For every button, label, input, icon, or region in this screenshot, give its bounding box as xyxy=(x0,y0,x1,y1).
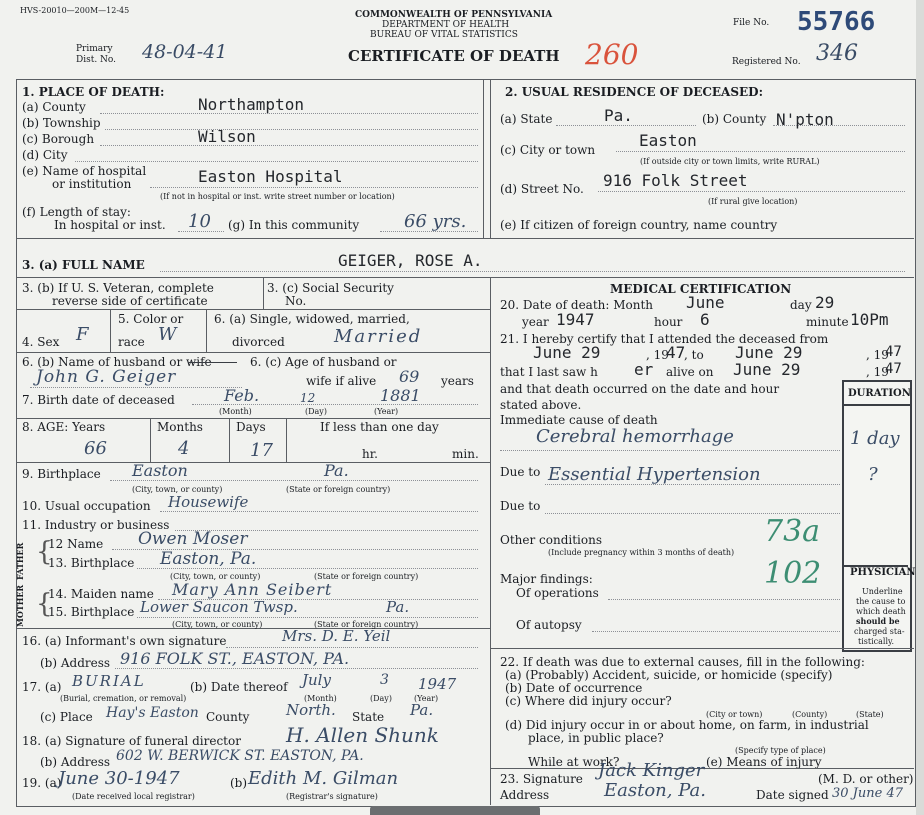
registrar-sig-note: (Registrar's signature) xyxy=(286,792,378,801)
burial-place: Hay's Easton xyxy=(106,705,199,721)
death-month: June xyxy=(686,293,725,312)
registered-no: 346 xyxy=(816,41,858,66)
occupation-value: Housewife xyxy=(168,493,249,511)
birthplace-state: Pa. xyxy=(324,461,349,480)
veteran-label-2: reverse side of certificate xyxy=(52,294,208,308)
stay-hospital-label: In hospital or inst. xyxy=(54,218,166,232)
year-note: (Year) xyxy=(374,407,399,416)
physician-note-2: the cause to xyxy=(856,597,906,606)
bureau: BUREAU OF VITAL STATISTICS xyxy=(370,30,518,40)
to-date: June 29 xyxy=(735,343,803,362)
divider xyxy=(842,404,910,406)
full-name-value: GEIGER, ROSE A. xyxy=(338,251,483,270)
min-label: min. xyxy=(452,447,479,461)
line xyxy=(75,161,478,162)
divider xyxy=(229,418,230,462)
physician-note-4: should be xyxy=(856,616,900,626)
divider xyxy=(490,80,491,238)
brace: { xyxy=(36,537,53,567)
month-note: (Month) xyxy=(219,407,252,416)
burial-type: BURIAL xyxy=(72,672,146,690)
stay-hospital-value: 10 xyxy=(188,211,211,232)
signature-title: (M. D. or other) xyxy=(818,772,914,786)
external-b: (b) Date of occurrence xyxy=(505,681,643,695)
res-street-note: (If rural give location) xyxy=(708,197,798,206)
viewer-scroll-tab[interactable] xyxy=(370,806,540,815)
days-label: Days xyxy=(236,420,266,434)
informant-address: 916 FOLK ST., EASTON, PA. xyxy=(120,649,350,668)
divider xyxy=(16,238,914,239)
less-day-label: If less than one day xyxy=(320,420,439,434)
line xyxy=(115,668,478,669)
veteran-label: 3. (b) If U. S. Veteran, complete xyxy=(22,281,214,295)
color-label: 5. Color or xyxy=(118,312,184,326)
res-city-value: Easton xyxy=(639,131,697,150)
page-title: CERTIFICATE OF DEATH xyxy=(348,47,560,65)
code-1: 73a xyxy=(764,514,821,549)
township-label: (b) Township xyxy=(22,116,101,130)
death-year: 1947 xyxy=(556,310,595,329)
hospital-note: (If not in hospital or inst. write street number or location) xyxy=(160,192,395,201)
file-label: File No. xyxy=(733,18,770,28)
immediate-duration: 1 day xyxy=(850,428,900,449)
dist-label: Dist. No. xyxy=(76,55,117,65)
mother-name: Mary Ann Seibert xyxy=(172,580,333,599)
birthplace-note-2: (State or foreign country) xyxy=(286,485,391,494)
red-number: 260 xyxy=(585,38,639,71)
line xyxy=(773,125,905,126)
to-year: 47 xyxy=(885,344,902,360)
borough-value: Wilson xyxy=(198,127,256,146)
burial-year-note: (Year) xyxy=(414,694,439,703)
line xyxy=(137,568,478,569)
signature-address: Easton, Pa. xyxy=(604,780,706,801)
line xyxy=(137,617,478,618)
informant-address-label: (b) Address xyxy=(40,656,111,670)
physician-note-6: tistically. xyxy=(858,637,895,646)
date-signed-label: Date signed xyxy=(756,788,829,802)
death-minute: 10Pm xyxy=(850,310,889,329)
burial-state-label: State xyxy=(352,710,385,724)
birthplace-label: 9. Birthplace xyxy=(22,467,101,481)
line xyxy=(598,191,905,192)
husband-label: 6. (b) Name of husband or wife xyxy=(22,355,212,369)
director-label: 18. (a) Signature of funeral director xyxy=(22,734,241,748)
birth-label: 7. Birth date of deceased xyxy=(22,393,175,407)
line xyxy=(556,125,696,126)
res-county-value: N'pton xyxy=(776,110,834,129)
physician-label: PHYSICIAN xyxy=(850,567,916,578)
divider xyxy=(483,80,484,238)
industry-label: 11. Industry or business xyxy=(22,518,170,532)
mother-birthplace-label: 15. Birthplace xyxy=(48,605,135,619)
medical-heading: MEDICAL CERTIFICATION xyxy=(610,282,792,296)
alive-year: 47 xyxy=(885,361,902,377)
day-note: (Day) xyxy=(305,407,327,416)
divider xyxy=(490,648,914,649)
age-years: 66 xyxy=(84,438,107,459)
burial-year: 1947 xyxy=(418,675,457,693)
external-state-note: (State) xyxy=(856,710,884,719)
due2-label: Due to xyxy=(500,499,541,513)
director-signature: H. Allen Shunk xyxy=(286,723,439,747)
divider xyxy=(110,309,111,352)
primary-label: Primary xyxy=(76,44,113,54)
hr-label: hr. xyxy=(362,447,378,461)
physician-note-1: Underline xyxy=(862,587,903,596)
race-value: W xyxy=(158,324,177,345)
birth-month: Feb. xyxy=(224,386,260,405)
immediate-cause: Cerebral hemorrhage xyxy=(536,426,734,447)
res-city-note: (If outside city or town limits, write RURAL) xyxy=(640,157,820,166)
divider xyxy=(206,309,207,352)
last-saw-suffix: er xyxy=(634,360,654,379)
primary-dist-no: 48-04-41 xyxy=(142,41,228,63)
hospital-value: Easton Hospital xyxy=(198,167,343,186)
mother-birthplace: Lower Saucon Twsp. xyxy=(140,598,298,616)
external-a: (a) (Probably) Accident, suicide, or homicide (specify) xyxy=(505,668,833,682)
autopsy-label: Of autopsy xyxy=(516,618,582,632)
line xyxy=(592,631,840,632)
line xyxy=(616,151,905,152)
burial-label: 17. (a) xyxy=(22,680,62,694)
line xyxy=(160,271,905,272)
death-date-label: 20. Date of death: Month xyxy=(500,298,654,312)
external-county-note: (County) xyxy=(792,710,828,719)
res-foreign-label: (e) If citizen of foreign country, name country xyxy=(500,218,778,232)
divider xyxy=(16,277,914,278)
line xyxy=(608,599,840,600)
registrar-b-label: (b) xyxy=(230,776,248,790)
mother-note-1: (City, town, or county) xyxy=(172,620,263,629)
line xyxy=(105,129,478,130)
father-birthplace: Easton, Pa. xyxy=(160,549,257,569)
birth-year: 1881 xyxy=(380,386,421,405)
marital-label: 6. (a) Single, widowed, married, xyxy=(214,312,410,326)
occupation-label: 10. Usual occupation xyxy=(22,499,151,513)
duration-label: DURATION xyxy=(848,388,911,399)
external-d2: place, in public place? xyxy=(528,731,664,745)
date-received-note: (Date received local registrar) xyxy=(72,792,195,801)
external-c: (c) Where did injury occur? xyxy=(505,694,672,708)
stmt-line-1: and that death occurred on the date and hour xyxy=(500,382,780,396)
husband-age-value: 69 xyxy=(399,367,420,386)
informant-label: 16. (a) Informant's own signature xyxy=(22,634,227,648)
cert-label: 21. I hereby certify that I attended the deceased from xyxy=(500,332,829,346)
res-city-label: (c) City or town xyxy=(500,143,596,157)
line xyxy=(150,187,478,188)
mother-side: MOTHER xyxy=(15,584,25,627)
commonwealth: COMMONWEALTH OF PENNSYLVANIA xyxy=(355,10,553,20)
father-birthplace-label: 13. Birthplace xyxy=(48,556,135,570)
institution-label: or institution xyxy=(52,177,132,191)
operations-label: Of operations xyxy=(516,586,599,600)
husband-age-label: 6. (c) Age of husband or xyxy=(250,355,397,369)
birthplace-city: Easton xyxy=(132,461,188,480)
county-label: (a) County xyxy=(22,100,86,114)
date-signed: 30 June 47 xyxy=(832,786,903,801)
immediate-label: Immediate cause of death xyxy=(500,413,658,427)
stay-community-label: (g) In this community xyxy=(228,218,360,232)
borough-label: (c) Borough xyxy=(22,132,95,146)
line xyxy=(500,450,840,451)
divider xyxy=(16,418,490,419)
line xyxy=(178,231,224,232)
ss-label-2: No. xyxy=(285,294,307,308)
line xyxy=(100,113,478,114)
line xyxy=(380,231,478,232)
department: DEPARTMENT OF HEALTH xyxy=(382,20,510,30)
burial-month-note: (Month) xyxy=(304,694,337,703)
county-value: Northampton xyxy=(198,95,304,114)
birth-day: 12 xyxy=(300,391,316,405)
form-code: HVS-20010—200M—12-45 xyxy=(20,6,130,15)
physician-note-3: which death xyxy=(856,607,906,616)
res-street-value: 916 Folk Street xyxy=(603,171,748,190)
external-work: While at work? xyxy=(528,755,620,769)
res-state-value: Pa. xyxy=(604,106,633,125)
father-note-2: (State or foreign country) xyxy=(314,572,419,581)
ss-label: 3. (c) Social Security xyxy=(267,281,394,295)
mother-birthplace-state: Pa. xyxy=(386,598,410,616)
due1-label: Due to xyxy=(500,465,541,479)
from-date: June 29 xyxy=(533,343,601,362)
divider xyxy=(490,277,491,805)
city-label: (d) City xyxy=(22,148,68,162)
due1-duration: ? xyxy=(868,464,878,485)
alive-year-prefix: , 19 xyxy=(866,365,889,379)
external-means: (e) Means of injury xyxy=(706,755,822,769)
burial-state: Pa. xyxy=(410,701,434,719)
brace: { xyxy=(36,589,53,619)
file-no: 55766 xyxy=(797,7,876,37)
months-label: Months xyxy=(157,420,203,434)
burial-date-label: (b) Date thereof xyxy=(190,680,288,694)
mother-note-2: (State or foreign country) xyxy=(314,620,419,629)
divider xyxy=(16,462,490,463)
race-label: race xyxy=(118,335,145,349)
burial-month: July xyxy=(302,671,331,689)
husband-age-label-2: wife if alive xyxy=(306,374,377,388)
signature-address-label: Address xyxy=(500,788,550,802)
external-label: 22. If death was due to external causes, fill in the following: xyxy=(500,655,865,669)
last-saw-label: that I last saw h xyxy=(500,365,598,379)
due1-cause: Essential Hypertension xyxy=(548,464,761,485)
divider xyxy=(286,418,287,462)
sex-label: 4. Sex xyxy=(22,335,60,349)
registrar-label: 19. (a) xyxy=(22,776,62,790)
line xyxy=(160,511,478,512)
marital-value: Married xyxy=(334,326,423,347)
physician-note-5: charged sta- xyxy=(854,627,905,636)
father-name: Owen Moser xyxy=(138,529,248,549)
line xyxy=(226,647,478,648)
father-name-label: 12 Name xyxy=(48,537,104,551)
res-street-label: (d) Street No. xyxy=(500,182,584,196)
strikethrough xyxy=(188,362,237,363)
stmt-line-2: stated above. xyxy=(500,398,582,412)
father-side: FATHER xyxy=(15,542,25,580)
funeral-address: 602 W. BERWICK ST. EASTON, PA. xyxy=(116,748,364,764)
stay-community-value: 66 yrs. xyxy=(404,211,467,232)
other-label: Other conditions xyxy=(500,533,603,547)
signature-label: 23. Signature xyxy=(500,772,583,786)
res-state-label: (a) State xyxy=(500,112,553,126)
registrar-signature: Edith M. Gilman xyxy=(248,768,399,789)
divider xyxy=(150,418,151,462)
registered-label: Registered No. xyxy=(732,57,801,67)
burial-day: 3 xyxy=(380,672,389,688)
from-year-prefix: , 19 xyxy=(646,348,669,362)
place-of-death-heading: 1. PLACE OF DEATH: xyxy=(22,85,165,99)
line xyxy=(545,484,840,485)
husband-age-unit: years xyxy=(441,374,474,388)
full-name-label: 3. (a) FULL NAME xyxy=(22,258,145,272)
death-day: 29 xyxy=(815,293,835,312)
external-d1: (d) Did injury occur in or about home, on farm, in industrial xyxy=(505,718,869,732)
stay-label: (f) Length of stay: xyxy=(22,205,131,219)
burial-county-label: County xyxy=(206,710,250,724)
divider xyxy=(263,277,264,309)
husband-value: John G. Geiger xyxy=(36,367,177,387)
father-note-1: (City, town, or county) xyxy=(170,572,261,581)
alive-on: June 29 xyxy=(733,360,801,379)
funeral-address-label: (b) Address xyxy=(40,755,111,769)
major-label: Major findings: xyxy=(500,572,593,586)
external-city-note: (City or town) xyxy=(706,710,763,719)
physician-signature: Jack Kinger xyxy=(598,760,705,781)
age-days: 17 xyxy=(250,440,273,461)
mother-name-label: 14. Maiden name xyxy=(48,587,154,601)
from-year: 47 xyxy=(666,343,686,362)
burial-place-label: (c) Place xyxy=(40,710,93,724)
informant-signature: Mrs. D. E. Yeil xyxy=(282,627,391,645)
death-minute-label: minute xyxy=(806,315,849,329)
age-months: 4 xyxy=(178,438,190,459)
date-received: June 30-1947 xyxy=(58,768,180,789)
to-label: , to xyxy=(684,348,704,362)
divider xyxy=(16,309,490,310)
age-label: 8. AGE: Years xyxy=(22,420,106,434)
external-specify-note: (Specify type of place) xyxy=(735,746,826,755)
death-year-label: year xyxy=(522,315,549,329)
divider xyxy=(16,352,490,353)
death-hour-label: hour xyxy=(654,315,683,329)
birthplace-note-1: (City, town, or county) xyxy=(132,485,223,494)
burial-day-note: (Day) xyxy=(370,694,392,703)
code-2: 102 xyxy=(764,556,822,591)
hospital-label: (e) Name of hospital xyxy=(22,164,147,178)
line xyxy=(110,480,478,481)
divorced-label: divorced xyxy=(232,335,285,349)
alive-on-label: alive on xyxy=(666,365,714,379)
burial-county: North. xyxy=(286,701,336,719)
sex-value: F xyxy=(76,324,89,345)
line xyxy=(30,387,242,388)
death-day-label: day xyxy=(790,298,812,312)
death-hour: 6 xyxy=(700,310,710,329)
burial-note: (Burial, cremation, or removal) xyxy=(60,694,187,703)
residence-heading: 2. USUAL RESIDENCE OF DECEASED: xyxy=(505,85,764,99)
other-note: (Include pregnancy within 3 months of death) xyxy=(548,548,735,557)
res-county-label: (b) County xyxy=(702,112,767,126)
to-year-prefix: , 19 xyxy=(866,348,889,362)
scan-edge xyxy=(916,0,924,815)
line xyxy=(192,404,478,405)
line xyxy=(100,145,478,146)
